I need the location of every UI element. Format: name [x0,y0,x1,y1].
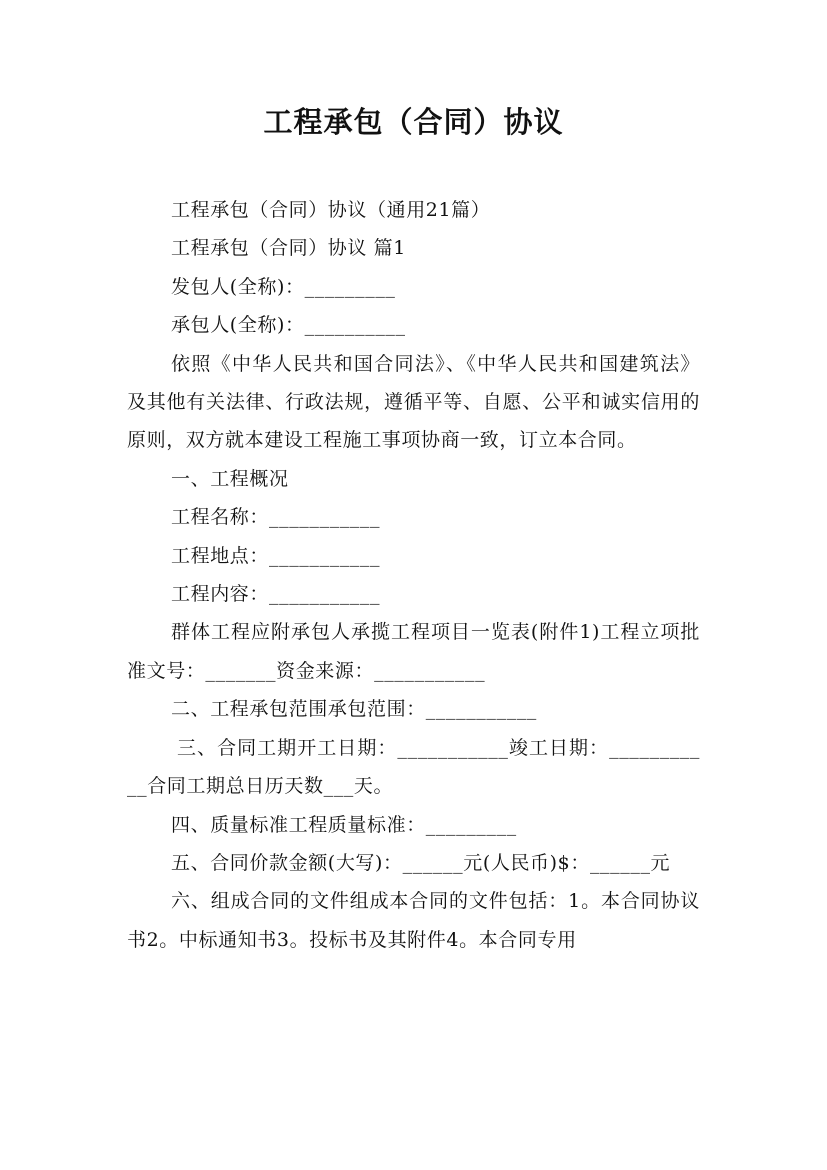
section-project-overview: 一、工程概况 [171,467,289,490]
section-contract-documents: 六、组成合同的文件组成本合同的文件包括：1。本合同协议书2。中标通知书3。投标书及其附件4。本合同专用 [127,890,700,951]
project-location-field: 工程地点：___________ [171,544,381,567]
section-quality-standard: 四、质量标准工程质量标准：_________ [171,813,517,836]
project-name-field: 工程名称：___________ [171,506,381,529]
section-contract-scope: 二、工程承包范围承包范围：___________ [171,698,537,721]
section-contract-period: 三、合同工期开工日期：___________竣工日期：___________合同工期总日历天数___天。 [127,736,700,798]
section-contract-price: 五、合同价款金额(大写)：______元(人民币)$：______元 [171,851,671,874]
document-body [127,191,700,959]
document-title: 工程承包（合同）协议 [263,105,564,139]
project-approval-paragraph: 群体工程应附承包人承揽工程项目一览表(附件1)工程立项批准文号：_______资金来源：___________ [127,621,700,682]
employer-field: 发包人(全称)：_________ [171,275,396,298]
preamble-paragraph: 依照《中华人民共和国合同法》、《中华人民共和国建筑法》及其他有关法律、行政法规，遵循平等、自愿、公平和诚实信用的原则，双方就本建设工程施工事项协商一致，订立本合同。 [127,352,700,452]
project-content-field: 工程内容：___________ [171,583,381,606]
document-subtitle: 工程承包（合同）协议（通用21篇） [171,199,491,221]
section-heading: 工程承包（合同）协议 篇1 [171,237,406,260]
contractor-field: 承包人(全称)：__________ [171,314,406,337]
